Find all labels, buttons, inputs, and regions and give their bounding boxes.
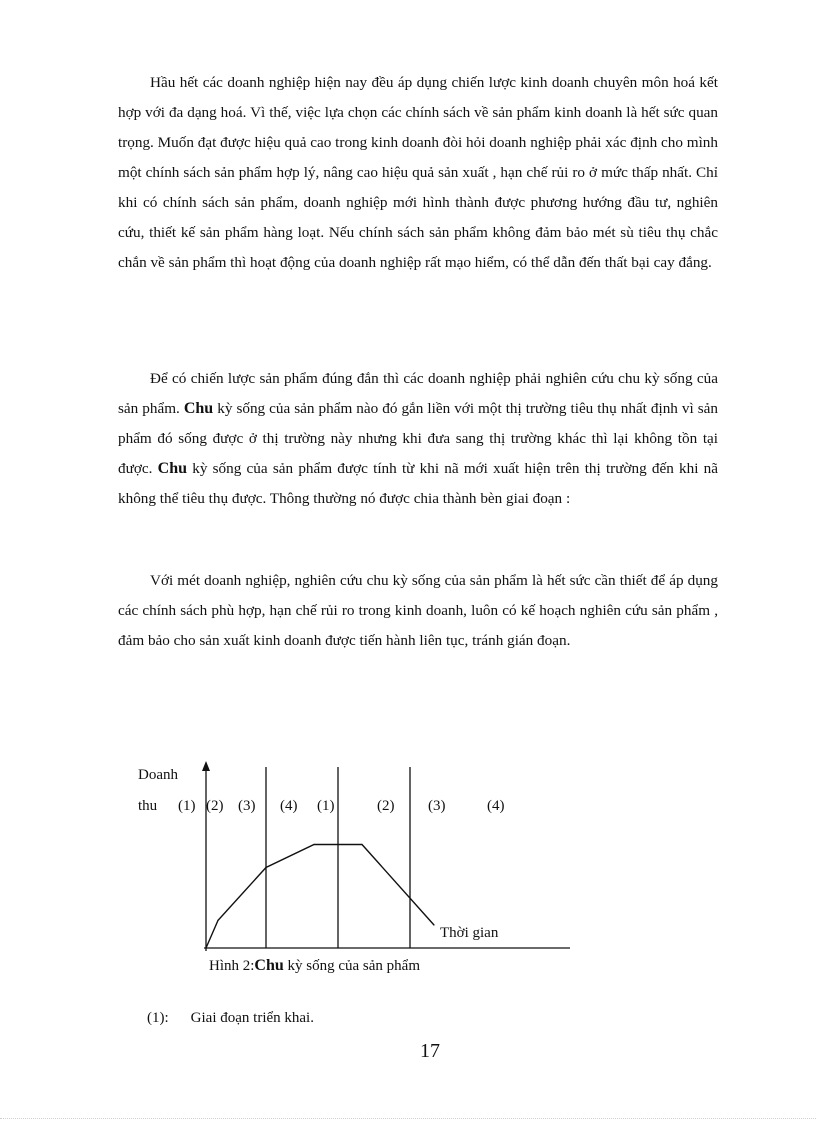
paragraph-2-chu-1: Chu [183,400,214,417]
page-bottom-rule [0,1118,816,1119]
revenue-point-2 [217,920,218,921]
paragraph-3-text: Với mét doanh nghiệp, nghiên cứu chu kỳ sống của sản phẩm là hết sức cần thiết để áp dụng các chính sách phù hợp, hạn chế rủi ro trong kinh doanh, luôn có kế hoạch nghiên cứu sản phẩm , đảm bảo cho sản xuất kinh doanh được tiến hành liên tục, tránh gián đoạn. [118,572,718,649]
figure-caption-chu: Chu [254,957,284,974]
figure-caption-prefix: Hình 2: [209,958,255,974]
paragraph-2-part-b: kỳ sống của sản phẩm nào đó gắn liền với một thị trường tiêu thụ nhất định vì sản phẩm đó sống được ở thị trường này nhưng khi đưa sang thị trường khác thì lại không tồn tại được. [118,400,719,477]
paragraph-2-chu-2: Chu [157,460,187,477]
figure-caption-suffix: kỳ sống của sản phẩm [287,958,421,974]
figure-caption [209,957,420,975]
paragraph-1 [118,68,718,278]
stage-label-g1-4: (4) [280,798,298,814]
paragraph-2-part-a: Để có chiến lược sản phẩm đúng đắn thì các doanh nghiệp phải nghiên cứu chu kỳ sống của sản phẩm. [118,370,718,417]
revenue-line [206,845,434,949]
y-axis-arrow-icon [202,761,210,771]
revenue-point-3 [265,867,266,868]
paragraph-2-part-c: kỳ sống của sản phẩm được tính từ khi nã mới xuất hiện trên thị trường đến khi nã không thể tiêu thụ được. Thông thường nó được chia thành bèn giai đoạn : [118,460,719,507]
stage-label-g1-3: (3) [238,798,256,814]
revenue-point-4 [313,844,314,845]
revenue-point-1 [205,947,206,948]
legend-key: (1): [147,1010,169,1026]
stage-legend [147,1010,314,1027]
paragraph-2 [118,364,718,514]
life-cycle-chart [130,755,570,985]
stage-label-g1-2: (2) [206,798,224,814]
paragraph-1-text: Hầu hết các doanh nghiệp hiện nay đều áp dụng chiến lược kinh doanh chuyên môn hoá kết hợp với đa dạng hoá. Vì thế, việc lựa chọn các chính sách về sản phẩm kinh doanh là hết sức quan trọng. Muốn đạt được hiệu quả cao trong kinh doanh đòi hỏi doanh nghiệp phải xác định cho mình một chính sách sản phẩm hợp lý, nâng cao hiệu quả sản xuất , hạn chế rủi ro ở mức thấp nhất. Chỉ khi có chính sách sản phẩm, doanh nghiệp mới hình thành được phương hướng đầu tư, nghiên cứu, thiết kế sản phẩm hàng loạt. Nếu chính sách sản phẩm không đảm bảo mét sù tiêu thụ chắc chắn về sản phẩm thì hoạt động của doanh nghiệp rất mạo hiểm, có thể dẫn đến thất bại cay đắng. [118,74,718,271]
x-axis-label: Thời gian [440,925,499,941]
legend-text: Giai đoạn triển khai. [190,1010,314,1026]
stage-label-g2-4: (4) [487,798,505,814]
page-number: 17 [420,1040,440,1062]
revenue-point-5 [361,844,362,845]
stage-label-g1-1: (1) [178,798,196,814]
stage-label-g2-3: (3) [428,798,446,814]
product-life-cycle-figure [130,755,570,985]
y-axis-label-line-1: Doanh [138,767,178,783]
revenue-point-6 [433,924,434,925]
paragraph-3 [118,566,718,656]
stage-label-g2-1: (1) [317,798,335,814]
y-axis-label-line-2: thu [138,798,158,814]
stage-label-g2-2: (2) [377,798,395,814]
